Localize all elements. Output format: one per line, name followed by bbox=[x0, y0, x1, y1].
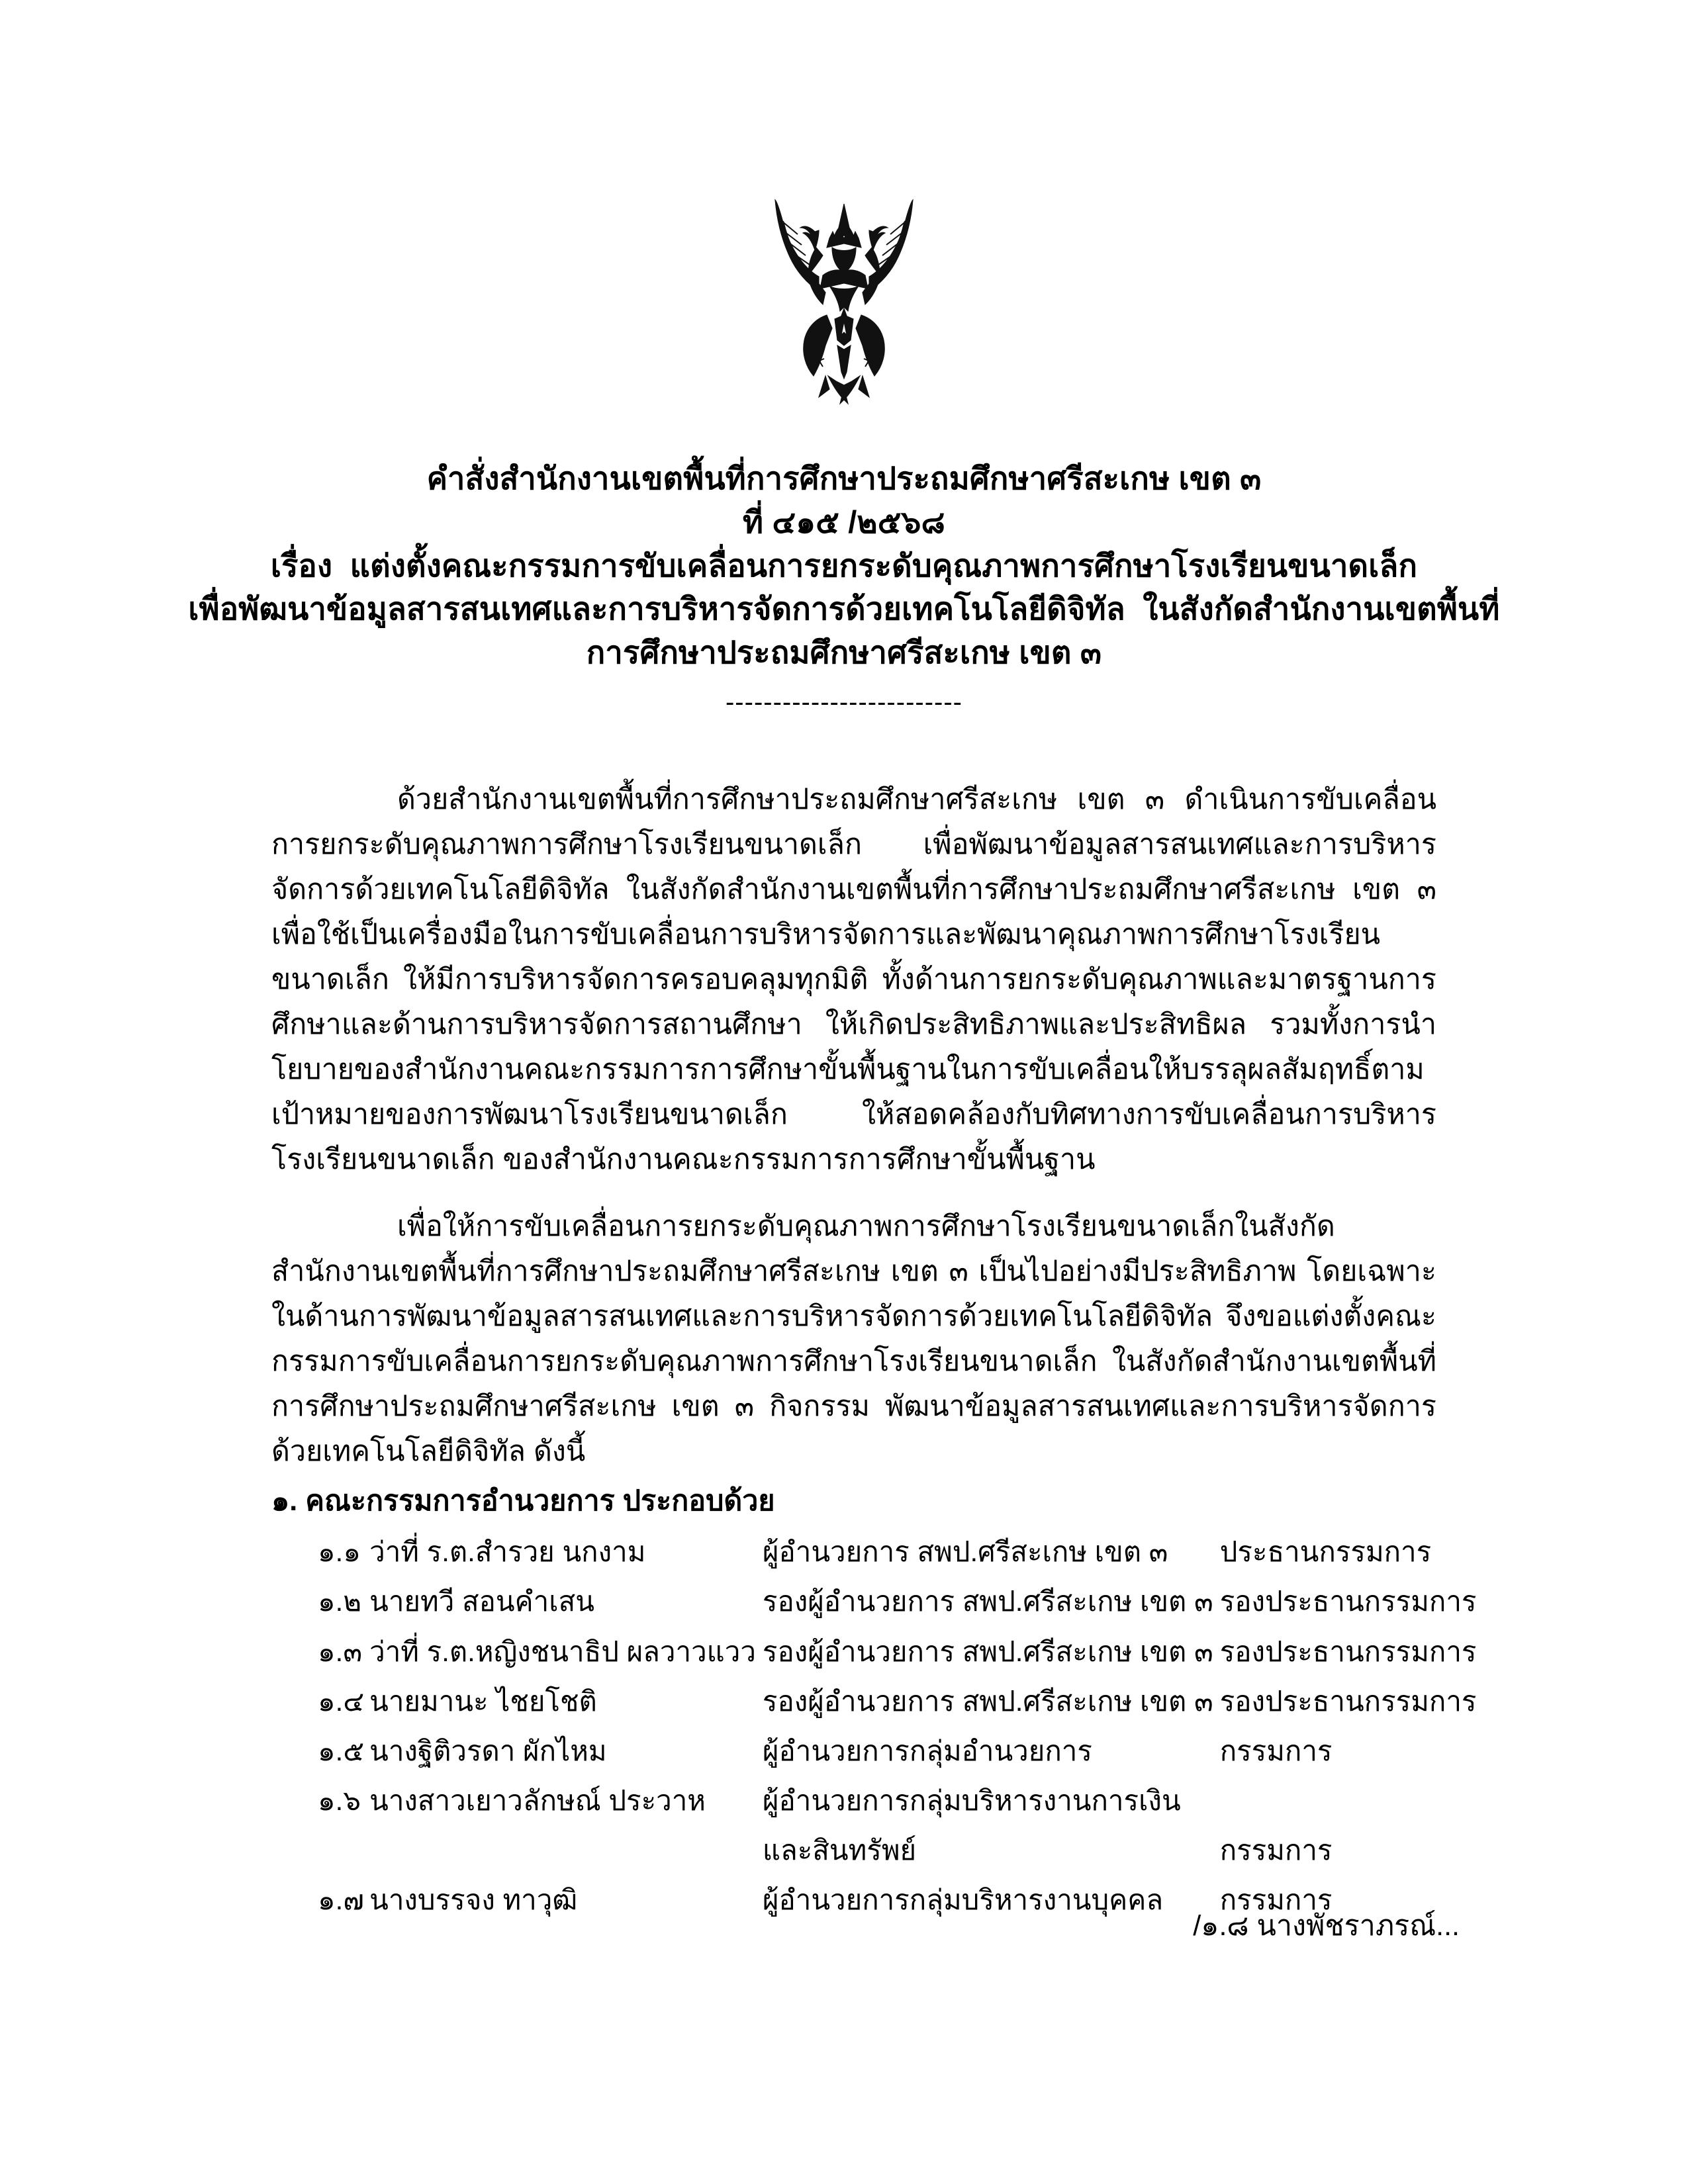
member-role: ประธานกรรมการ bbox=[1219, 1536, 1432, 1568]
table-row bbox=[318, 1531, 1477, 1581]
member-role: กรรมการ bbox=[1219, 1835, 1333, 1866]
member-number: ๑.๔ bbox=[318, 1685, 365, 1717]
document-header bbox=[0, 457, 1688, 715]
member-number: ๑.๒ bbox=[318, 1586, 362, 1617]
member-number: ๑.๖ bbox=[318, 1785, 361, 1817]
body-paragraph-1-text: ด้วยสำนักงานเขตพื้นที่การศึกษาประถมศึกษาศรีสะเกษ เขต ๓ ดำเนินการขับเคลื่อนการยกระดับคุณภาพการศึกษาโรงเรียนขนาดเล็ก เพื่อพัฒนาข้อมูลสารสนเทศและการบริหารจัดการด้วยเทคโนโลยีดิจิทัล ในสังกัดสำนักงานเขตพื้นที่การศึกษาประถมศึกษาศรีสะเกษ เขต ๓ เพื่อใช้เป็นเครื่องมือในการขับเคลื่อนการบริหารจัดการและพัฒนาคุณภาพการศึกษาโรงเรียนขนาดเล็ก ให้มีการบริหารจัดการครอบคลุมทุกมิติ ทั้งด้านการยกระดับคุณภาพและมาตรฐานการศึกษาและด้านการบริหารจัดการสถานศึกษา ให้เกิดประสิทธิภาพและประสิทธิผล รวมทั้งการนำโยบายของสำนักงานคณะกรรมการการศึกษาขั้นพื้นฐานในการขับเคลื่อนให้บรรลุผลสัมฤทธิ์ตามเป้าหมายของการพัฒนาโรงเรียนขนาดเล็ก ให้สอดคล้องกับทิศทางการขับเคลื่อนการบริหารโรงเรียนขนาดเล็ก ของสำนักงานคณะกรรมการการศึกษาขั้นพื้นฐาน bbox=[271, 784, 1436, 1175]
member-position: รองผู้อำนวยการ สพป.ศรีสะเกษ เขต ๓ bbox=[762, 1635, 1213, 1667]
member-role bbox=[1220, 1780, 1477, 1830]
member-name: นายทวี สอนคำเสน bbox=[369, 1586, 594, 1617]
header-divider: ------------------------- bbox=[725, 687, 962, 717]
table-row bbox=[318, 1731, 1477, 1780]
member-name: นางสาวเยาวลักษณ์ ประวาห bbox=[369, 1785, 706, 1817]
body-paragraph-2 bbox=[271, 1205, 1436, 1475]
member-name: นางฐิติวรดา ผักไหม bbox=[369, 1735, 607, 1766]
member-role: กรรมการ bbox=[1219, 1735, 1333, 1766]
document-subject-line-3: การศึกษาประถมศึกษาศรีสะเกษ เขต ๓ bbox=[586, 635, 1102, 670]
document-title-line-1: คำสั่งสำนักงานเขตพื้นที่การศึกษาประถมศึกษาศรีสะเกษ เขต ๓ bbox=[426, 461, 1262, 496]
page-continuation-marker: /๑.๘ นางพัชราภรณ์... bbox=[1193, 1910, 1460, 1942]
table-row bbox=[318, 1830, 1477, 1880]
document-body bbox=[271, 778, 1477, 1930]
member-position: ผู้อำนวยการกลุ่มบริหารงานบุคคล bbox=[762, 1884, 1164, 1916]
member-position: ผู้อำนวยการกลุ่มบริหารงานการเงิน bbox=[762, 1785, 1181, 1817]
order-number: ที่ ๔๑๕ /๒๕๖๘ bbox=[743, 504, 945, 539]
table-row bbox=[318, 1681, 1477, 1731]
member-role: กรรมการ bbox=[1219, 1884, 1333, 1916]
member-role: รองประธานกรรมการ bbox=[1219, 1586, 1477, 1617]
member-name: ว่าที่ ร.ต.หญิงชนาธิป ผลวาวแวว bbox=[369, 1635, 756, 1667]
member-name-spacer bbox=[369, 1830, 763, 1880]
emblem-container bbox=[0, 199, 1688, 417]
garuda-emblem-icon bbox=[745, 199, 943, 417]
section-1-heading: ๑. คณะกรรมการอำนวยการ ประกอบด้วย bbox=[271, 1485, 775, 1518]
body-paragraph-1 bbox=[271, 778, 1436, 1182]
member-name: นางบรรจง ทาวุฒิ bbox=[369, 1884, 578, 1916]
member-number-spacer bbox=[318, 1830, 369, 1880]
member-number: ๑.๗ bbox=[318, 1884, 364, 1916]
member-name: ว่าที่ ร.ต.สำรวย นกงาม bbox=[369, 1536, 646, 1568]
body-paragraph-2-text: เพื่อให้การขับเคลื่อนการยกระดับคุณภาพการศึกษาโรงเรียนขนาดเล็กในสังกัดสำนักงานเขตพื้นที่การศึกษาประถมศึกษาศรีสะเกษ เขต ๓ เป็นไปอย่างมีประสิทธิภาพ โดยเฉพาะในด้านการพัฒนาข้อมูลสารสนเทศและการบริหารจัดการด้วยเทคโนโลยีดิจิทัล จึงขอแต่งตั้งคณะกรรมการขับเคลื่อนการยกระดับคุณภาพการศึกษาโรงเรียนขนาดเล็ก ในสังกัดสำนักงานเขตพื้นที่การศึกษาประถมศึกษาศรีสะเกษ เขต ๓ กิจกรรม พัฒนาข้อมูลสารสนเทศและการบริหารจัดการด้วยเทคโนโลยีดิจิทัล ดังนี้ bbox=[271, 1210, 1436, 1468]
member-number: ๑.๕ bbox=[318, 1735, 365, 1766]
member-role: รองประธานกรรมการ bbox=[1219, 1685, 1477, 1717]
member-position: ผู้อำนวยการกลุ่มอำนวยการ bbox=[762, 1735, 1092, 1766]
table-row bbox=[318, 1780, 1477, 1830]
member-position: ผู้อำนวยการ สพป.ศรีสะเกษ เขต ๓ bbox=[762, 1536, 1168, 1568]
document-subject-line-1: เรื่อง แต่งตั้งคณะกรรมการขับเคลื่อนการยกระดับคุณภาพการศึกษาโรงเรียนขนาดเล็ก bbox=[270, 547, 1418, 583]
member-position: รองผู้อำนวยการ สพป.ศรีสะเกษ เขต ๓ bbox=[762, 1685, 1213, 1717]
table-row bbox=[318, 1581, 1477, 1631]
committee-members-table bbox=[318, 1531, 1477, 1929]
member-number: ๑.๓ bbox=[318, 1635, 363, 1667]
member-name: นายมานะ ไชยโชติ bbox=[369, 1685, 597, 1717]
member-number: ๑.๑ bbox=[318, 1536, 361, 1568]
table-row bbox=[318, 1631, 1477, 1681]
member-position: รองผู้อำนวยการ สพป.ศรีสะเกษ เขต ๓ bbox=[762, 1586, 1213, 1617]
member-position-continued: และสินทรัพย์ bbox=[762, 1835, 917, 1866]
document-subject-line-2: เพื่อพัฒนาข้อมูลสารสนเทศและการบริหารจัดการด้วยเทคโนโลยีดิจิทัล ในสังกัดสำนักงานเขตพื้นที่ bbox=[188, 591, 1500, 627]
member-role: รองประธานกรรมการ bbox=[1219, 1635, 1477, 1667]
